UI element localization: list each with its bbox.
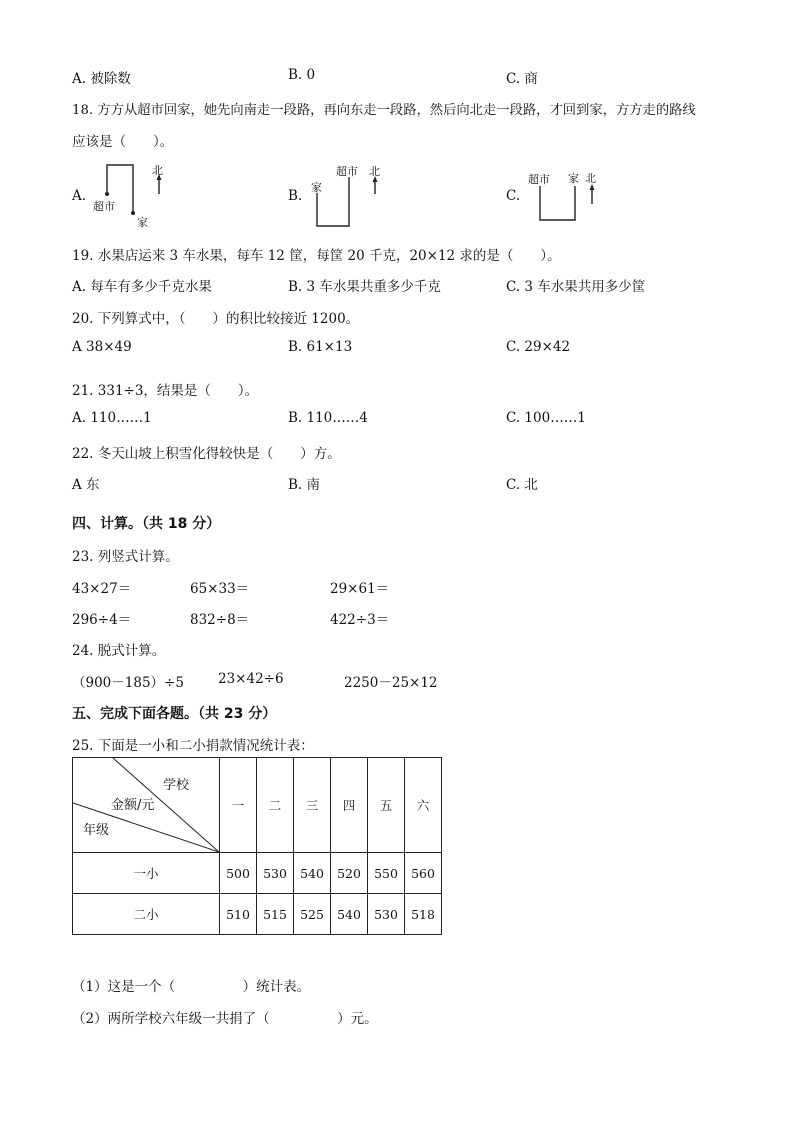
q23-item-3: 29×61＝	[330, 581, 390, 597]
q21-option-a: A. 110……1	[72, 410, 152, 426]
q24-stem: 24. 脱式计算。	[72, 643, 166, 659]
q21-option-c: C. 100……1	[506, 410, 586, 426]
q25-sub1: （1）这是一个（ ）统计表。	[72, 979, 311, 995]
table-column-header: 五	[368, 758, 405, 853]
route-c-path	[540, 186, 575, 220]
q20-stem: 20. 下列算式中，（ ）的积比较接近 1200。	[72, 311, 360, 327]
table-cell: 530	[257, 853, 294, 894]
header-grade: 年级	[83, 823, 110, 838]
table-cell: 500	[220, 853, 257, 894]
table-column-header: 三	[294, 758, 331, 853]
home-label: 家	[568, 172, 579, 185]
table-cell: 560	[405, 853, 442, 894]
north-label: 北	[585, 172, 596, 185]
table-cell: 520	[331, 853, 368, 894]
q23-item-6: 422÷3＝	[330, 612, 390, 628]
q19-option-b: B. 3 车水果共重多少千克	[288, 279, 441, 295]
row-school-name: 一小	[73, 853, 220, 894]
q18-diagram-c	[522, 166, 612, 228]
q24-item-1: （900－185）÷5	[72, 675, 184, 691]
q22-stem: 22. 冬天山坡上积雪化得较快是（ ）方。	[72, 446, 341, 462]
table-row	[73, 853, 442, 894]
q18-stem-line1: 18. 方方从超市回家，她先向南走一段路，再向东走一段路，然后向北走一段路，才回到家，方方走的路线	[72, 103, 696, 118]
q20-option-a: A 38×49	[72, 339, 132, 355]
q19-option-c: C. 3 车水果共用多少筐	[506, 279, 646, 295]
market-label: 超市	[93, 200, 115, 213]
table-cell: 540	[331, 894, 368, 935]
table-cell: 518	[405, 894, 442, 935]
q21-option-b: B. 110……4	[288, 410, 368, 426]
q20-option-b: B. 61×13	[288, 339, 353, 355]
market-dot	[105, 192, 109, 196]
q23-stem: 23. 列竖式计算。	[72, 549, 179, 565]
q22-option-a: A 东	[72, 477, 100, 493]
header-amount: 金额/元	[111, 798, 155, 813]
q22-option-b: B. 南	[288, 477, 321, 493]
q18-option-a-label: A.	[72, 188, 87, 204]
table-column-header: 一	[220, 758, 257, 853]
q23-item-2: 65×33＝	[190, 581, 250, 597]
q18-diagram-b	[305, 160, 395, 232]
market-label: 超市	[336, 165, 358, 178]
table-column-header: 二	[257, 758, 294, 853]
q24-item-2: 23×42÷6	[218, 671, 284, 687]
q19-option-a: A. 每车有多少千克水果	[72, 279, 212, 295]
table-cell: 510	[220, 894, 257, 935]
q18-option-b-label: B.	[288, 188, 303, 204]
row-school-name: 二小	[73, 894, 220, 935]
q18-diagram-a	[88, 160, 178, 232]
q19-stem: 19. 水果店运来 3 车水果，每车 12 筐，每筐 20 千克，20×12 求的是（ ）。	[72, 248, 561, 264]
section-4-heading: 四、计算。（共 18 分）	[72, 516, 221, 532]
home-label: 家	[311, 181, 322, 194]
q22-option-c: C. 北	[506, 477, 538, 493]
table-cell: 540	[294, 853, 331, 894]
header-school: 学校	[163, 778, 190, 793]
q18-stem-line2: 应该是（ ）。	[72, 134, 174, 150]
table-cell: 515	[257, 894, 294, 935]
home-label: 家	[137, 216, 148, 229]
q24-item-3: 2250－25×12	[344, 675, 438, 691]
route-a-svg	[88, 160, 178, 232]
table-diagonal-header	[73, 758, 220, 853]
north-label: 北	[369, 165, 380, 178]
table-cell: 530	[368, 894, 405, 935]
table-column-header: 六	[405, 758, 442, 853]
table-row	[73, 894, 442, 935]
table-cell: 525	[294, 894, 331, 935]
market-label: 超市	[528, 173, 550, 186]
table-column-header: 四	[331, 758, 368, 853]
q23-item-4: 296÷4＝	[72, 612, 132, 628]
q23-item-1: 43×27＝	[72, 581, 132, 597]
q25-stem: 25. 下面是一小和二小捐款情况统计表：	[72, 738, 314, 754]
section-5-heading: 五、完成下面各题。（共 23 分）	[72, 706, 277, 722]
q21-stem: 21. 331÷3，结果是（ ）。	[72, 383, 259, 399]
q17-option-a: A. 被除数	[72, 71, 131, 87]
north-label: 北	[152, 164, 163, 177]
q23-item-5: 832÷8＝	[190, 612, 250, 628]
q20-option-c: C. 29×42	[506, 339, 571, 355]
table-header-row	[73, 758, 442, 853]
q17-option-b: B. 0	[288, 67, 316, 83]
q17-option-c: C. 商	[506, 71, 538, 87]
table-cell: 550	[368, 853, 405, 894]
q18-option-c-label: C.	[506, 188, 521, 204]
donation-table	[72, 757, 442, 935]
q25-sub2: （2）两所学校六年级一共捐了（ ）元。	[72, 1011, 378, 1027]
home-dot	[131, 211, 135, 215]
